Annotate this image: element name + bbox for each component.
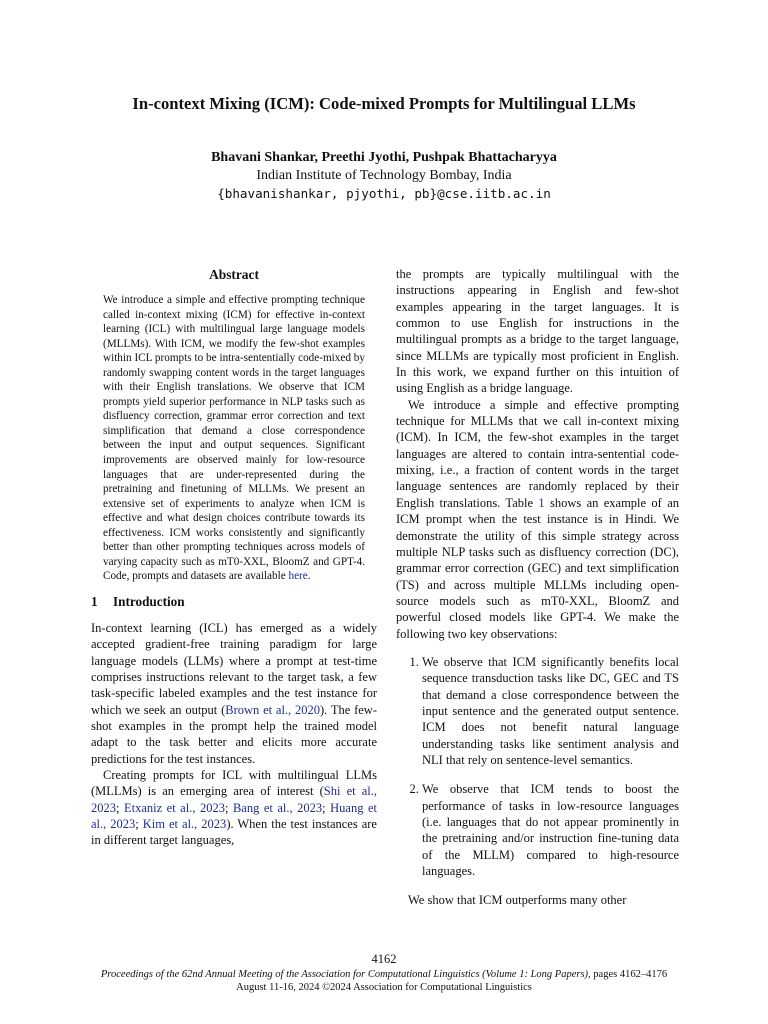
footer-venue-line [0, 968, 768, 981]
abstract-text [91, 293, 377, 584]
citation-link[interactable]: Bang et al., 2023 [232, 800, 323, 815]
right-column [396, 266, 679, 909]
section-title: Introduction [113, 593, 185, 609]
observations-list [396, 654, 679, 879]
section-number: 1 [91, 593, 98, 609]
footer-date-line: August 11-16, 2024 ©2024 Association for Computational Linguistics [236, 982, 532, 993]
text-run: ; [224, 800, 233, 815]
intro-paragraph-2 [91, 767, 377, 849]
affiliation: Indian Institute of Technology Bombay, India [256, 168, 512, 183]
page-range: , pages 4162–4176 [588, 969, 668, 980]
citation-link[interactable]: Etxaniz et al., 2023 [123, 800, 225, 815]
page-number: 4162 [371, 952, 397, 966]
intro-paragraph-3: the prompts are typically multilingual with the instructions appearing in English and few-shot examples appearing in the target languages. It is common to use English for instructions in the multilingual prompts as a bridge to the target language, since MLLMs are typically most proficient in English. In this work, we expand further on this intuition of using English as a bridge language. [396, 267, 679, 396]
text-run: Creating prompts for ICL with multilingual LLMs (MLLMs) is an emerging area of interest ( [91, 768, 377, 799]
section-heading-introduction [91, 593, 377, 610]
text-run: ; [135, 817, 143, 832]
text-run: ). The few-shot examples in the prompt help the trained model adapt to the task better and elicits more accurate predictions for the test instances. [91, 702, 377, 766]
citation-link[interactable]: Shi et al., 2023 [91, 784, 377, 815]
paper-title: In-context Mixing (ICM): Code-mixed Prompts for Multilingual LLMs [132, 94, 636, 113]
author-block [40, 149, 728, 203]
code-link[interactable]: here [288, 570, 308, 583]
list-item: 2. We observe that ICM tends to boost the performance of tasks in low-resource languages (i.e. languages that do not appear prominently in the pretraining and/or instruction fine-tuning data of the MLLM) compared to high-resource languages. [422, 781, 679, 879]
intro-paragraph-1 [91, 620, 377, 767]
intro-paragraph-4 [396, 397, 679, 642]
abstract-body: We introduce a simple and effective prompting technique called in-context mixing (ICM) for effective in-context learning (ICL) with multilingual large language models (MLLMs). With ICM, we modify the few-shot examples within ICL prompts to be intra-sententially code-mixed by randomly swapping content words in the target languages with their English translations. We observe that ICM prompts yield superior performance in NLP tasks such as disfluency correction, grammar error correction and text simplification that demand a close correspondence between the input and output sequences. Significant improvements are observed mainly for low-resource languages that are under-represented during the pretraining and finetuning of MLLMs. We present an extensive set of experiments to analyze when ICM is effective and what design choices contribute towards its effectiveness. ICM works consistently and significantly better than other prompting techniques across models of varying capacity such as mT0-XXL, BloomZ and GPT-4. Code, prompts and datasets are available [103, 294, 365, 583]
intro-paragraph-5: We show that ICM outperforms many other [408, 893, 627, 908]
table-reference-link[interactable]: 1 [538, 495, 545, 510]
citation-link[interactable]: Brown et al., 2020 [225, 702, 320, 717]
author-names: Bhavani Shankar, Preethi Jyothi, Pushpak Bhattacharyya [211, 150, 557, 165]
text-run: In-context learning (ICL) has emerged as a widely accepted gradient-free training paradigm for large language models (LLMs) where a prompt at test-time comprises instructions relevant to the target task, a few task-specific labeled examples and the test instance for which we seek an output ( [91, 620, 377, 717]
text-run: ; [322, 800, 331, 815]
text-run: We introduce a simple and effective prompting technique for MLLMs that we call in-context mixing (ICM). In ICM, the few-shot examples in the target languages are altered to contain intra-sentential code-mixing, i.e., a fraction of content words in the target language sentences are randomly replaced by their English translations. Table [396, 397, 679, 510]
text-run: shows an example of an ICM prompt when the test instance is in Hindi. We demonstrate the utility of this simple strategy across multiple NLP tasks such as disfluency correction (DC), grammar error correction (GEC) and text simplification (TS) and across multiple MLLMs including open-source models such as mT0-XXL, BloomZ and powerful closed models like GPT-4. We make the following two key observations: [396, 495, 679, 641]
author-email: {bhavanishankar, pjyothi, pb}@cse.iitb.ac.in [217, 186, 551, 201]
citation-link[interactable]: Kim et al., 2023 [142, 817, 227, 832]
venue: Proceedings of the 62nd Annual Meeting of the Association for Computational Linguistics (Volume 1: Long Papers) [100, 969, 589, 980]
list-item: 1. We observe that ICM significantly benefits local sequence transduction tasks like DC, GEC and TS that demand a close correspondence between the input sentence and the generated output sentence. ICM does not benefit natural language understanding tasks like sentiment analysis and NLI that rely on sentence-level semantics. [422, 654, 679, 768]
text-run: ). When the test instances are in different target languages, [91, 817, 377, 848]
abstract-heading: Abstract [209, 267, 259, 282]
citation-link[interactable]: Huang et al., 2023 [91, 800, 377, 832]
text-run: ; [116, 800, 124, 815]
left-column [91, 266, 377, 849]
abstract-end: . [307, 570, 311, 583]
footer [0, 968, 768, 994]
